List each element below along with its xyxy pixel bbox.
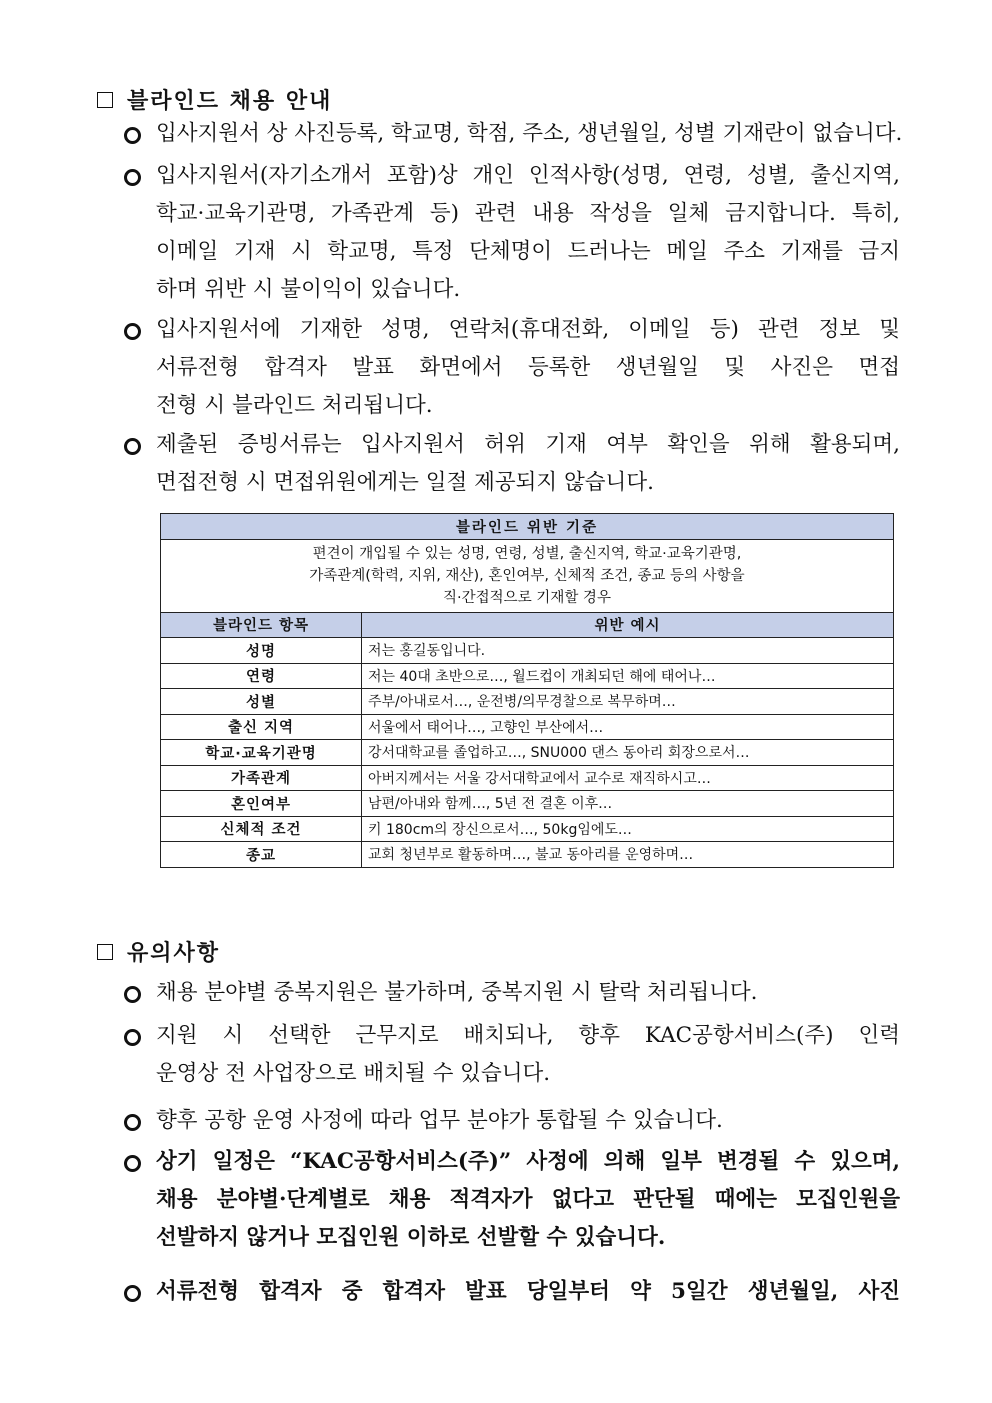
table-row [161, 791, 894, 817]
bullet-circle-icon [124, 1029, 141, 1046]
list-item [122, 1017, 900, 1093]
bullet-line [122, 1143, 900, 1181]
example-cell: 교회 청년부로 활동하며…, 불교 동아리를 운영하며… [362, 842, 894, 868]
bullet-text: 채용 분야별·단계별로 채용 적격자가 없다고 판단될 때에는 모집인원을 [156, 1187, 900, 1212]
item-cell: 혼인여부 [161, 791, 362, 817]
list-item [122, 311, 900, 425]
item-cell: 가족관계 [161, 765, 362, 791]
list-item [122, 974, 900, 1012]
section-title-text: 블라인드 채용 안내 [127, 88, 333, 114]
example-cell: 주부/아내로서…, 운전병/의무경찰으로 복무하며… [362, 689, 894, 715]
section-title-notes [97, 936, 220, 967]
item-cell: 성별 [161, 689, 362, 715]
bullet-text: 이메일 기재 시 학교명, 특정 단체명이 드러나는 메일 주소 기재를 금지 [156, 239, 900, 264]
bullet-text: 면접전형 시 면접위원에게는 일절 제공되지 않습니다. [156, 470, 654, 495]
section-title-blind-hiring [97, 84, 332, 115]
list-item [122, 1102, 900, 1140]
example-cell: 키 180cm의 장신으로서…, 50kg임에도… [362, 816, 894, 842]
example-cell: 남편/아내와 함께…, 5년 전 결혼 이후… [362, 791, 894, 817]
example-cell: 아버지께서는 서울 강서대학교에서 교수로 재직하시고… [362, 765, 894, 791]
bullet-line [122, 974, 900, 1012]
bullet-text: 서류전형 합격자 중 합격자 발표 당일부터 약 5일간 생년월일, 사진 [156, 1279, 900, 1304]
item-cell: 연령 [161, 663, 362, 689]
blind-violation-table [160, 513, 894, 868]
item-cell: 종교 [161, 842, 362, 868]
item-cell: 학교·교육기관명 [161, 740, 362, 766]
table-row [161, 765, 894, 791]
bullet-line [122, 1273, 900, 1311]
bullet-text: 전형 시 블라인드 처리됩니다. [156, 393, 433, 418]
bullet-circle-icon [124, 438, 141, 455]
table-row [161, 816, 894, 842]
bullet-text: 하며 위반 시 불이익이 있습니다. [156, 277, 461, 302]
bullet-line [122, 157, 900, 195]
bullet-text: 지원 시 선택한 근무지로 배치되나, 향후 KAC공항서비스(주) 인력 [156, 1023, 900, 1048]
table-row [161, 689, 894, 715]
bullet-circle-icon [124, 169, 141, 186]
column-header-item: 블라인드 항목 [161, 612, 362, 638]
bullet-text: 상기 일정은 “KAC공항서비스(주)” 사정에 의해 일부 변경될 수 있으며, [156, 1149, 900, 1174]
bullet-line [122, 426, 900, 464]
bullet-text: 학교·교육기관명, 가족관계 등) 관련 내용 작성을 일체 금지합니다. 특히, [156, 201, 900, 226]
checkbox-square-icon [97, 944, 113, 960]
bullet-circle-icon [124, 986, 141, 1003]
bullet-circle-icon [124, 1155, 141, 1172]
table-row [161, 714, 894, 740]
bullet-text: 채용 분야별 중복지원은 불가하며, 중복지원 시 탈락 처리됩니다. [156, 980, 758, 1005]
bullet-text: 향후 공항 운영 사정에 따라 업무 분야가 통합될 수 있습니다. [156, 1108, 723, 1133]
item-cell: 신체적 조건 [161, 816, 362, 842]
table-row [161, 842, 894, 868]
criteria-line: 직·간접적으로 기재할 경우 [443, 589, 611, 606]
item-cell: 성명 [161, 638, 362, 664]
table-row [161, 740, 894, 766]
example-cell: 저는 홍길동입니다. [362, 638, 894, 664]
bullet-line [122, 311, 900, 349]
criteria-line: 가족관계(학력, 지위, 재산), 혼인여부, 신체적 조건, 종교 등의 사항을 [309, 567, 745, 584]
bullet-text: 입사지원서 상 사진등록, 학교명, 학점, 주소, 생년월일, 성별 기재란이 없습니다. [156, 121, 903, 146]
checkbox-square-icon [97, 92, 113, 108]
example-cell: 저는 40대 초반으로…, 월드컵이 개최되던 해에 태어나… [362, 663, 894, 689]
bullet-line [122, 115, 903, 153]
table-row [161, 663, 894, 689]
example-cell: 강서대학교를 졸업하고…, SNU000 댄스 동아리 회장으로서… [362, 740, 894, 766]
bullet-text: 제출된 증빙서류는 입사지원서 허위 기재 여부 확인을 위해 활용되며, [156, 432, 900, 457]
bullet-line [122, 1017, 900, 1055]
list-item [122, 157, 900, 309]
section-title-text: 유의사항 [127, 940, 221, 966]
example-cell: 서울에서 태어나…, 고향인 부산에서… [362, 714, 894, 740]
bullet-text: 입사지원서(자기소개서 포함)상 개인 인적사항(성명, 연령, 성별, 출신지역, [156, 163, 900, 188]
bullet-text: 서류전형 합격자 발표 화면에서 등록한 생년월일 및 사진은 면접 [156, 355, 900, 380]
list-item [122, 115, 903, 153]
bullet-text: 선발하지 않거나 모집인원 이하로 선발할 수 있습니다. [156, 1225, 666, 1250]
bullet-circle-icon [124, 127, 141, 144]
criteria-cell [161, 539, 894, 612]
bullet-circle-icon [124, 1114, 141, 1131]
column-header-example: 위반 예시 [362, 612, 894, 638]
list-item [122, 1143, 900, 1257]
criteria-line: 편견이 개입될 수 있는 성명, 연령, 성별, 출신지역, 학교·교육기관명, [312, 545, 742, 562]
table-row [161, 638, 894, 664]
bullet-circle-icon [124, 1285, 141, 1302]
bullet-circle-icon [124, 323, 141, 340]
list-item [122, 1273, 900, 1311]
bullet-text: 운영상 전 사업장으로 배치될 수 있습니다. [156, 1061, 551, 1086]
bullet-text: 입사지원서에 기재한 성명, 연락처(휴대전화, 이메일 등) 관련 정보 및 [156, 317, 900, 342]
list-item [122, 426, 900, 502]
table-header: 블라인드 위반 기준 [161, 514, 894, 540]
bullet-line [122, 1102, 900, 1140]
item-cell: 출신 지역 [161, 714, 362, 740]
